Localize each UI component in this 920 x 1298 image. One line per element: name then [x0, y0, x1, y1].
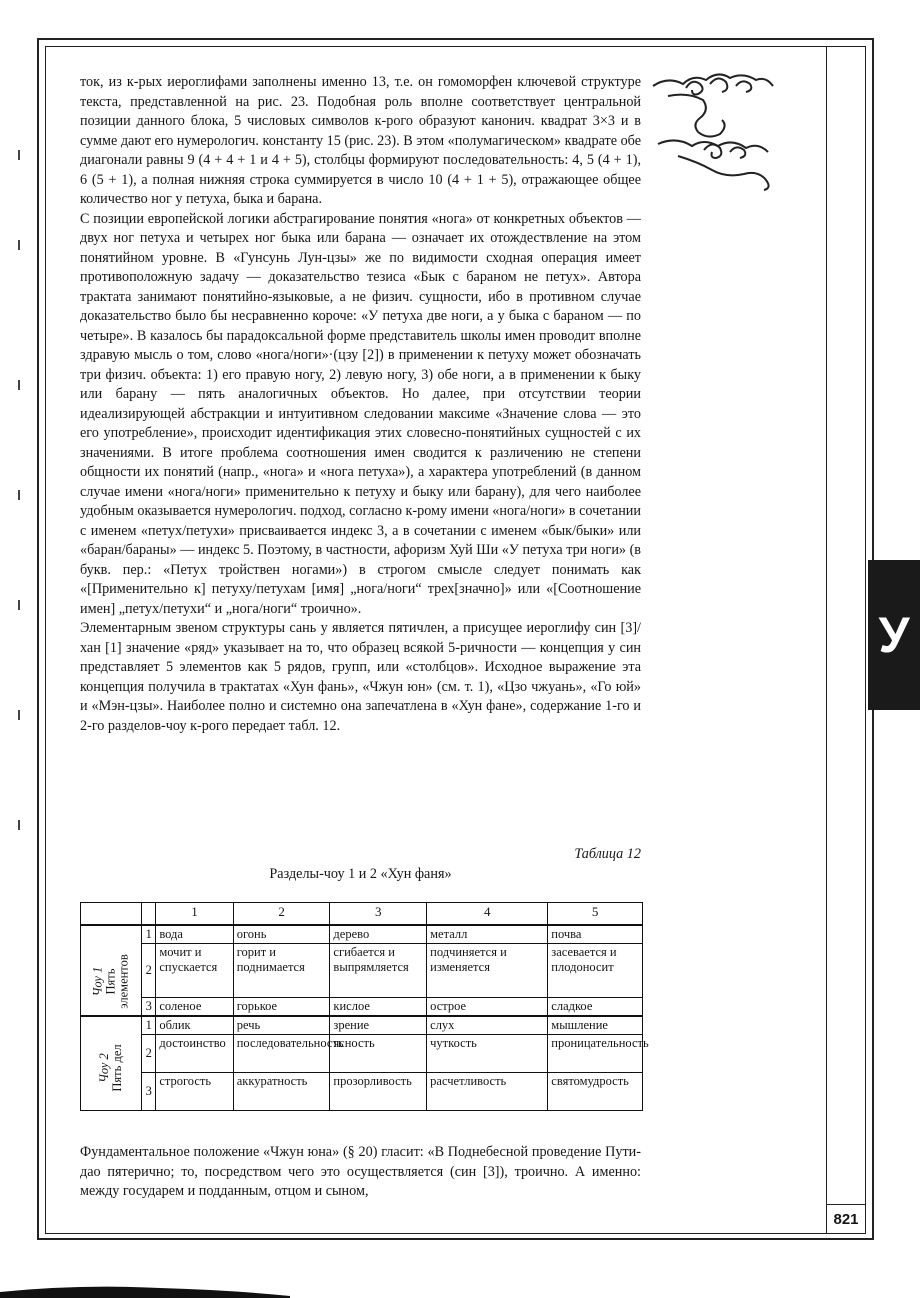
header-col-5: 5 [548, 903, 643, 926]
table-cell: острое [427, 998, 548, 1017]
table-cell: достоинство [156, 1035, 233, 1073]
table-label: Таблица 12 [574, 846, 641, 862]
header-col-4: 4 [427, 903, 548, 926]
section-tab-letter: У [878, 607, 910, 663]
cloud-ornament-icon [648, 66, 778, 196]
group-label-2-line-2: Пять дел [110, 1044, 124, 1092]
table-cell: горит и поднимается [233, 944, 330, 998]
table-row [81, 1073, 643, 1111]
group-label-1-line-2: Пять [103, 968, 118, 995]
paragraph-2: С позиции европейской логики абстрагирование понятия «нога» от конкретных объектов — двух ног петуха и четырех ног быка или барана — означает их отождествление на этом понятийном уровне. В «Гунсунь Лун-цзы» же по видимости сходная операция имеет противоположную задачу — доказательство тезиса «Бык с бараном не петух». Автора трактата занимают понятийно-языковые, а не физич. сущности, ибо в противном случае доказательство было бы несравненно короче: «У петуха две ноги, а у быка с бараном — по четыре». В казалось бы парадоксальной форме представитель школы имен проводит вполне здравую мысль о том, слово «нога/ноги»·(цзу [2]) в применении к петуху может обозначать три физич. объекта: 1) его правую ногу, 2) левую ногу, 3) обе ноги, а в применении к быку или барану — пять аналогичных объектов. Но далее, при отсутствии теории идеализирующей абстракции и интуитивном следовании максиме «Значение слова — это его употребление», происходит идентификация этих словесно-понятийных сущностей с их значениями. В итоге проблема соотношения имен сводится к различению не степени общности их понятий (напр., «нога» и «нога петуха»), а характера употреблений (в данном случае имени «нога/ноги» применительно к петуху и быку или барану), для чего наиболее удобным оказывается нумерологич. подход, согласно к-рому имени «нога/ноги» в сочетании с именем «петух/петухи» присваивается индекс 3, а в сочетании с именем «бык/быки» или «баран/бараны» — индекс 5. Поэтому, в частности, афоризм Хуй Ши «У петуха три ноги» (в букв. пер.: «Петух тройствен ногами») в строгом смысле следует понимать как «[Применительно к] петуху/петухам [имя] „нога/ноги“ трех[значно]» или «[Соотношение имен] „петух/петухи“ и „нога/ноги“ троично». [80, 210, 641, 617]
section-tab [868, 560, 920, 710]
table-cell: подчиняется и изменяется [427, 944, 548, 998]
table-cell: проницательность [548, 1035, 643, 1073]
group-label-1 [81, 925, 142, 1016]
group-label-1-line-1: Чоу 1 [90, 966, 105, 997]
table-cell: облик [156, 1016, 233, 1035]
table-cell: речь [233, 1016, 330, 1035]
row-num: 2 [142, 944, 156, 998]
paragraph-3: Элементарным звеном структуры сань у является пятичлен, а присущее иероглифу син [3]/хан [1] значение «ряд» указывает на то, что образец всякой 5-ричности — концепция у син представляет 5 элементов как 5 рядов, групп, или «столбцов». Исходное выражение эта концепция получила в трактатах «Хун фань», «Чжун юн» (см. т. 1), «Цзо чжуань», «Го юй» и «Мэн-цзы». Наиболее полно и системно она запечатлена в «Хун фане», содержание 1-го и 2-го разделов-чоу к-рого передает табл. 12. [80, 620, 641, 734]
row-num: 1 [142, 1016, 156, 1035]
table-cell: горькое [233, 998, 330, 1017]
paragraph-1: ток, из к-рых иероглифами заполнены именно 13, т.е. он гомоморфен ключевой структуре текста, представленной на рис. 23. Подобная роль вполне соответствует центральной позиции данного блока, 5 числовых символов к-рого образуют канонич. квадрат 3×3 и в сумме дают его нумерологич. константу 15 (рис. 23). В этом «полумагическом» квадрате обе диагонали равны 9 (4 + 4 + 1 и 4 + 5), столбцы формируют последовательность: 4, 5 (4 + 1), 6 (5 + 1), а полная нижняя строка суммируется в число 10 (4 + 1 + 5), отражающее общее количество ног у петуха, быка и барана. [80, 74, 641, 207]
table-cell: прозорливость [330, 1073, 427, 1111]
table-cell: почва [548, 925, 643, 944]
table-cell: строгость [156, 1073, 233, 1111]
table-cell: зрение [330, 1016, 427, 1035]
table-cell: аккуратность [233, 1073, 330, 1111]
table-row [81, 998, 643, 1017]
table-row [81, 1035, 643, 1073]
table-cell: металл [427, 925, 548, 944]
row-num: 1 [142, 925, 156, 944]
header-corner [81, 903, 142, 926]
group-label-2 [81, 1016, 142, 1111]
table-cell: расчетливость [427, 1073, 548, 1111]
table-cell: мышление [548, 1016, 643, 1035]
table-cell: святомудрость [548, 1073, 643, 1111]
scan-smudge [0, 1278, 290, 1298]
table-cell: слух [427, 1016, 548, 1035]
table-row [81, 925, 643, 944]
header-col-3: 3 [330, 903, 427, 926]
row-num: 3 [142, 1073, 156, 1111]
table-cell: ясность [330, 1035, 427, 1073]
table-cell: сгибается и выпрямляется [330, 944, 427, 998]
table-cell: мочит и спускается [156, 944, 233, 998]
page-number: 821 [826, 1204, 866, 1234]
row-num: 3 [142, 998, 156, 1017]
header-col-1: 1 [156, 903, 233, 926]
table-row [81, 1016, 643, 1035]
table-cell: вода [156, 925, 233, 944]
header-col-2: 2 [233, 903, 330, 926]
header-corner-num [142, 903, 156, 926]
group-label-2-line-1: Чоу 2 [97, 1053, 111, 1083]
table-row [81, 944, 643, 998]
table-cell: соленое [156, 998, 233, 1017]
table-cell: последовательность [233, 1035, 330, 1073]
bottom-paragraph: Фундаментальное положение «Чжун юна» (§ 20) гласит: «В Поднебесной проведение Пути-дао пятерично; то, посредством чего это осуществляется (син [3]), троично. А именно: между государем и подданным, отцом и сыном, [80, 1144, 641, 1199]
table-12 [80, 902, 649, 1111]
table-cell: чуткость [427, 1035, 548, 1073]
main-text [80, 73, 641, 736]
binding-marks [18, 150, 24, 850]
margin-divider [826, 46, 827, 1234]
row-num: 2 [142, 1035, 156, 1073]
table-title: Разделы-чоу 1 и 2 «Хун фаня» [269, 866, 452, 882]
table-cell: засевается и плодоносит [548, 944, 643, 998]
group-label-1-line-3: элементов [116, 954, 131, 1009]
table-header-row [81, 903, 643, 926]
table-cell: кислое [330, 998, 427, 1017]
table-cell: огонь [233, 925, 330, 944]
table-cell: дерево [330, 925, 427, 944]
table-cell: сладкое [548, 998, 643, 1017]
